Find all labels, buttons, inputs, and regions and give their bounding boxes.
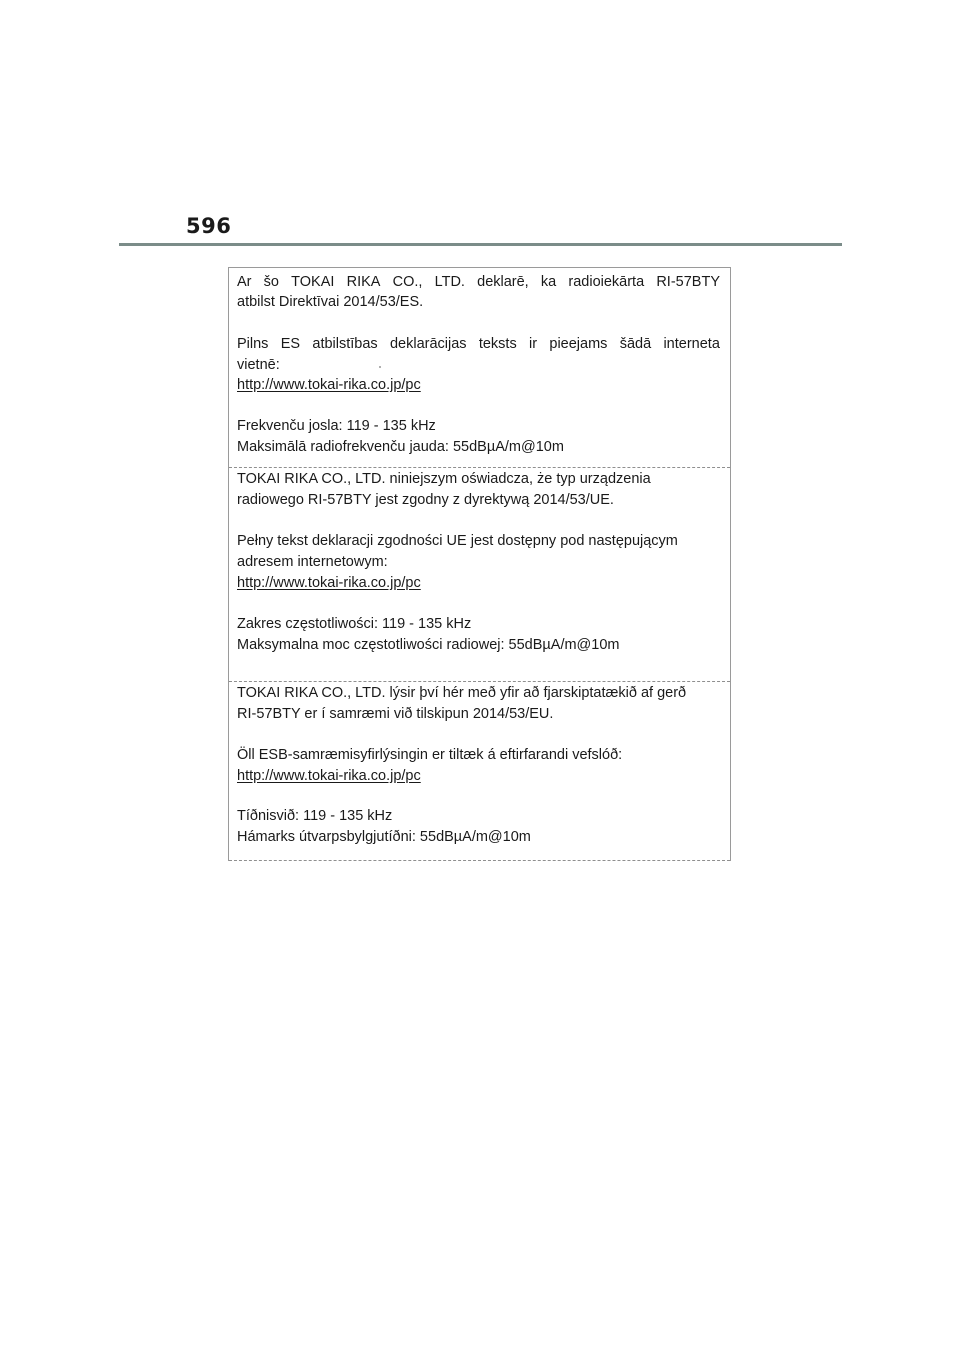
declaration-line: Maksimālā radiofrekvenču jauda: 55dBµA/m@10m [237,439,564,455]
tokai-rika-link[interactable]: http://www.tokai-rika.co.jp/pc [237,377,421,393]
declaration-section-polish [229,468,730,682]
declaration-line: vietnē: [237,357,280,373]
declaration-line: radiowego RI-57BTY jest zgodny z dyrektywą 2014/53/UE. [237,492,614,508]
declaration-line: Tíðnisvið: 119 - 135 kHz [237,808,393,824]
declaration-section-icelandic [229,682,730,861]
declaration-section-latvian [229,268,730,468]
declaration-line: Hámarks útvarpsbylgjutíðni: 55dBµA/m@10m [237,829,531,845]
declaration-line: Ar šo TOKAI RIKA CO., LTD. deklarē, ka radioiekārta RI-57BTY [237,274,720,290]
tokai-rika-link[interactable]: http://www.tokai-rika.co.jp/pc [237,575,421,591]
declaration-line: atbilst Direktīvai 2014/53/ES. [237,294,424,310]
declaration-line: Pilns ES atbilstības deklarācijas teksts ir pieejams šādā interneta [237,336,720,352]
declaration-line: Maksymalna moc częstotliwości radiowej: 55dBµA/m@10m [237,637,620,653]
declaration-line: Frekvenču josla: 119 - 135 kHz [237,418,436,434]
declaration-line: TOKAI RIKA CO., LTD. lýsir því hér með yfir að fjarskiptatækið af gerð [237,685,687,701]
declaration-line: RI-57BTY er í samræmi við tilskipun 2014/53/EU. [237,706,554,722]
declaration-line: Zakres częstotliwości: 119 - 135 kHz [237,616,472,632]
declaration-box [228,267,731,861]
tokai-rika-link[interactable]: http://www.tokai-rika.co.jp/pc [237,768,421,784]
page-number: 596 [186,214,232,238]
declaration-line: adresem internetowym: [237,554,388,570]
header-rule [119,243,842,246]
stray-dot [379,366,381,368]
declaration-line: Pełny tekst deklaracji zgodności UE jest dostępny pod następującym [237,533,678,549]
declaration-line: TOKAI RIKA CO., LTD. niniejszym oświadcza, że typ urządzenia [237,471,651,487]
declaration-line: Öll ESB-samræmisyfirlýsingin er tiltæk á eftirfarandi vefslóð: [237,747,623,763]
